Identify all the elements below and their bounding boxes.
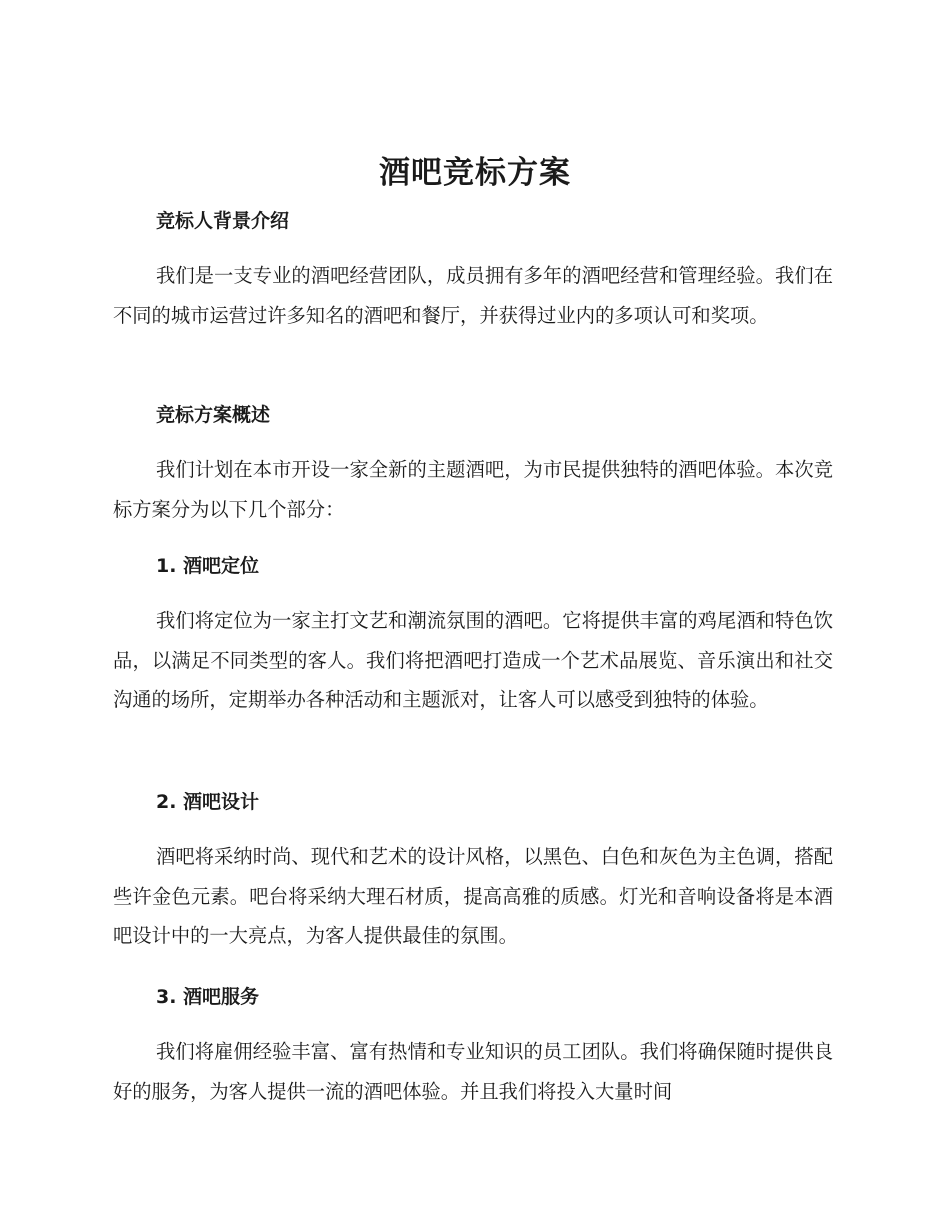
section-paragraph-plan-overview: 我们计划在本市开设一家全新的主题酒吧，为市民提供独特的酒吧体验。本次竞标方案分为以下几个部分： <box>113 458 833 521</box>
section-paragraph-bidder-background: 我们是一支专业的酒吧经营团队，成员拥有多年的酒吧经营和管理经验。我们在不同的城市运营过许多知名的酒吧和餐厅，并获得过业内的多项认可和奖项。 <box>113 264 833 327</box>
section-paragraph-design: 酒吧将采纳时尚、现代和艺术的设计风格，以黑色、白色和灰色为主色调，搭配些许金色元素。吧台将采纳大理石材质，提高高雅的质感。灯光和音响设备将是本酒吧设计中的一大亮点，为客人提供最佳的氛围。 <box>113 845 833 947</box>
section-paragraph-positioning: 我们将定位为一家主打文艺和潮流氛围的酒吧。它将提供丰富的鸡尾酒和特色饮品，以满足不同类型的客人。我们将把酒吧打造成一个艺术品展览、音乐演出和社交沟通的场所，定期举办各种活动和主题派对，让客人可以感受到独特的体验。 <box>113 609 833 711</box>
document-title: 酒吧竞标方案 <box>379 155 571 191</box>
section-heading-design: 2. 酒吧设计 <box>156 791 260 813</box>
section-heading-plan-overview: 竞标方案概述 <box>156 404 271 426</box>
section-paragraph-service: 我们将雇佣经验丰富、富有热情和专业知识的员工团队。我们将确保随时提供良好的服务，为客人提供一流的酒吧体验。并且我们将投入大量时间 <box>113 1040 833 1103</box>
section-heading-service: 3. 酒吧服务 <box>156 986 260 1008</box>
section-heading-bidder-background: 竞标人背景介绍 <box>156 210 290 232</box>
section-heading-positioning: 1. 酒吧定位 <box>156 555 260 577</box>
